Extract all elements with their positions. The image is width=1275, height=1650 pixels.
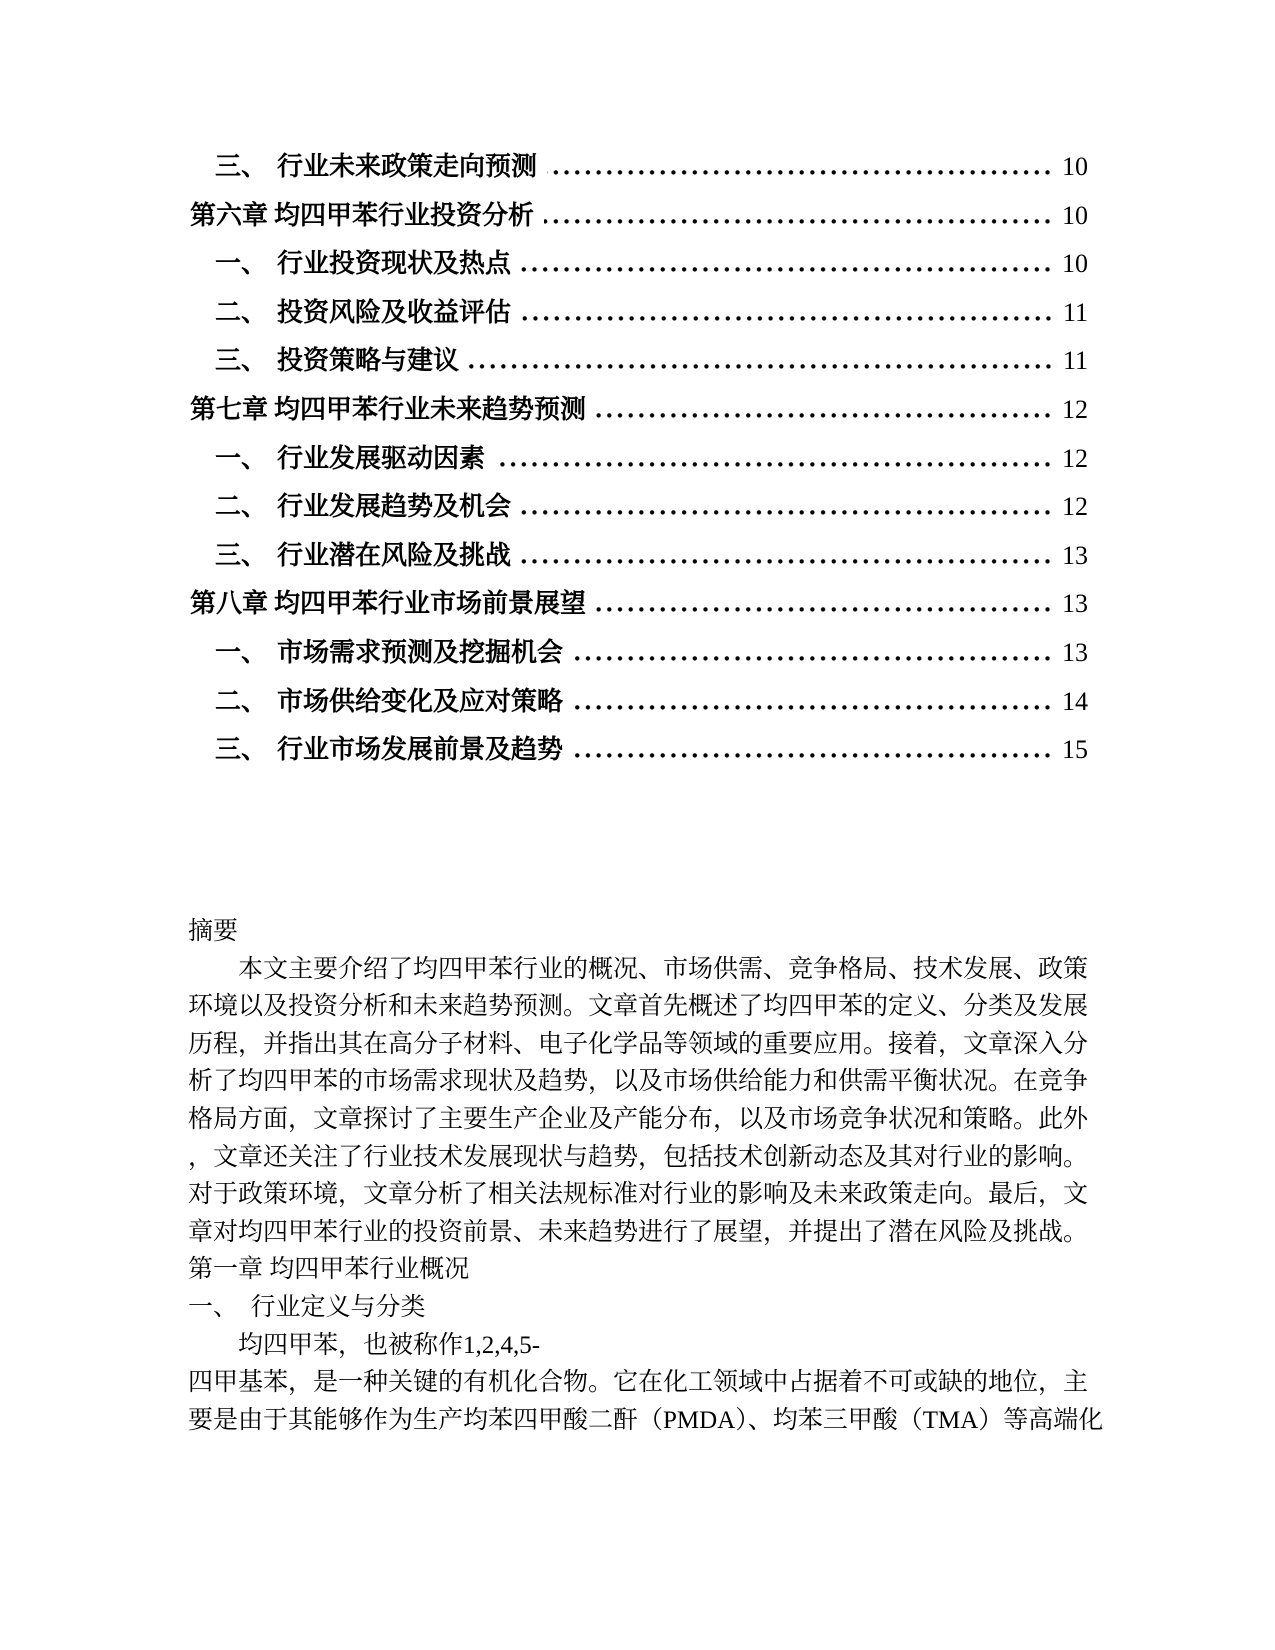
toc-page-number: 10 — [1062, 200, 1088, 230]
body-line: 历程，并指出其在高分子材料、电子化学品等领域的重要应用。接着，文章深入分 — [188, 1030, 1089, 1058]
toc-entry — [188, 288, 1088, 337]
toc-entry — [188, 725, 1088, 774]
toc-page-number: 10 — [1062, 249, 1088, 279]
dot-leader — [521, 559, 1056, 564]
abstract-heading: 摘要 — [188, 918, 239, 945]
toc-entry-number: 三、 — [215, 539, 268, 570]
toc-page-number: 11 — [1062, 346, 1088, 376]
toc-page-number: 12 — [1062, 394, 1088, 424]
body-line: 格局方面，文章探讨了主要生产企业及产能分布，以及市场竞争状况和策略。此外 — [188, 1105, 1089, 1133]
body-line: 章对均四甲苯行业的投资前景、未来趋势进行了展望，并提出了潜在风险及挑战。 — [188, 1218, 1089, 1246]
toc-entry-title: 行业市场发展前景及趋势 — [277, 734, 564, 765]
toc-entry-title: 行业发展驱动因素 — [277, 442, 486, 473]
toc-page-number: 13 — [1062, 540, 1088, 570]
toc-entry — [188, 628, 1088, 677]
toc-entry-title: 行业潜在风险及挑战 — [277, 539, 512, 570]
toc-page-number: 11 — [1062, 297, 1088, 327]
toc-page-number: 15 — [1062, 735, 1088, 765]
table-of-contents — [188, 142, 1088, 774]
toc-entry — [188, 579, 1088, 628]
toc-entry-title: 行业未来政策走向预测 — [277, 151, 538, 181]
dot-leader — [596, 413, 1056, 418]
toc-entry-title: 投资风险及收益评估 — [277, 296, 512, 327]
dot-leader — [521, 510, 1056, 515]
toc-page-number: 12 — [1062, 443, 1088, 473]
toc-entry-number: 第八章 — [190, 588, 269, 619]
body-line: 本文主要介绍了均四甲苯行业的概况、市场供需、竞争格局、技术发展、政策 — [238, 955, 1089, 983]
toc-entry-number: 二、 — [215, 296, 268, 327]
body-line: 析了均四甲苯的市场需求现状及趋势，以及市场供给能力和供需平衡状况。在竞争 — [188, 1068, 1089, 1096]
toc-entry — [188, 336, 1088, 385]
toc-entry-title: 均四甲苯行业市场前景展望 — [274, 588, 587, 619]
abstract-section — [188, 913, 1104, 1439]
toc-page-number: 10 — [1062, 152, 1088, 181]
dot-leader — [573, 753, 1056, 758]
toc-entry — [188, 385, 1088, 434]
toc-entry-title: 行业发展趋势及机会 — [277, 491, 512, 522]
toc-entry — [188, 531, 1088, 580]
toc-entry-number: 三、 — [215, 151, 268, 181]
dot-leader — [573, 656, 1056, 661]
body-line: 对于政策环境，文章分析了相关法规标准对行业的影响及未来政策走向。最后，文 — [188, 1181, 1089, 1209]
toc-entry — [188, 677, 1088, 726]
toc-page-number: 12 — [1062, 492, 1088, 522]
toc-entry-title: 均四甲苯行业未来趋势预测 — [274, 393, 587, 424]
toc-entry — [188, 191, 1088, 240]
toc-entry — [188, 239, 1088, 288]
dot-leader — [547, 170, 1056, 175]
body-line: 四甲基苯，是一种关键的有机化合物。它在化工领域中占据着不可或缺的地位，主 — [188, 1369, 1089, 1397]
toc-entry-number: 三、 — [215, 734, 268, 765]
chapter-heading-line: 第一章 均四甲苯行业概况 — [188, 1256, 470, 1284]
toc-entry-title: 市场需求预测及挖掘机会 — [277, 636, 564, 667]
body-line: ，文章还关注了行业技术发展现状与趋势，包括技术创新动态及其对行业的影响。 — [188, 1143, 1089, 1171]
toc-entry — [188, 142, 1088, 191]
toc-page-number: 13 — [1062, 589, 1088, 619]
toc-entry-number: 一、 — [215, 248, 268, 279]
dot-leader — [495, 462, 1056, 467]
toc-entry-number: 第七章 — [190, 393, 269, 424]
dot-leader — [521, 267, 1056, 272]
toc-entry-title: 行业投资现状及热点 — [277, 248, 512, 279]
toc-entry-title: 均四甲苯行业投资分析 — [274, 199, 535, 230]
toc-entry-number: 一、 — [215, 636, 268, 667]
section-heading-line: 一、 行业定义与分类 — [188, 1293, 426, 1321]
dot-leader — [596, 607, 1056, 612]
toc-entry-number: 二、 — [215, 491, 268, 522]
toc-entry-title: 投资策略与建议 — [277, 345, 460, 376]
toc-page-number: 14 — [1062, 686, 1088, 716]
toc-entry-number: 三、 — [215, 345, 268, 376]
body-line: 均四甲苯，也被称作1,2,4,5- — [238, 1331, 541, 1359]
toc-entry-number: 二、 — [215, 685, 268, 716]
dot-leader — [469, 364, 1057, 369]
toc-entry-number: 一、 — [215, 442, 268, 473]
toc-entry-number: 第六章 — [190, 199, 269, 230]
toc-entry — [188, 434, 1088, 483]
toc-entry-title: 市场供给变化及应对策略 — [277, 685, 564, 716]
toc-page-number: 13 — [1062, 637, 1088, 667]
dot-leader — [573, 705, 1056, 710]
dot-leader — [521, 316, 1057, 321]
toc-entry — [188, 482, 1088, 531]
dot-leader — [544, 219, 1056, 224]
body-line: 要是由于其能够作为生产均苯四甲酸二酐（PMDA）、均苯三甲酸（TMA）等高端化 — [188, 1406, 1104, 1434]
body-line: 环境以及投资分析和未来趋势预测。文章首先概述了均四甲苯的定义、分类及发展 — [188, 993, 1089, 1021]
